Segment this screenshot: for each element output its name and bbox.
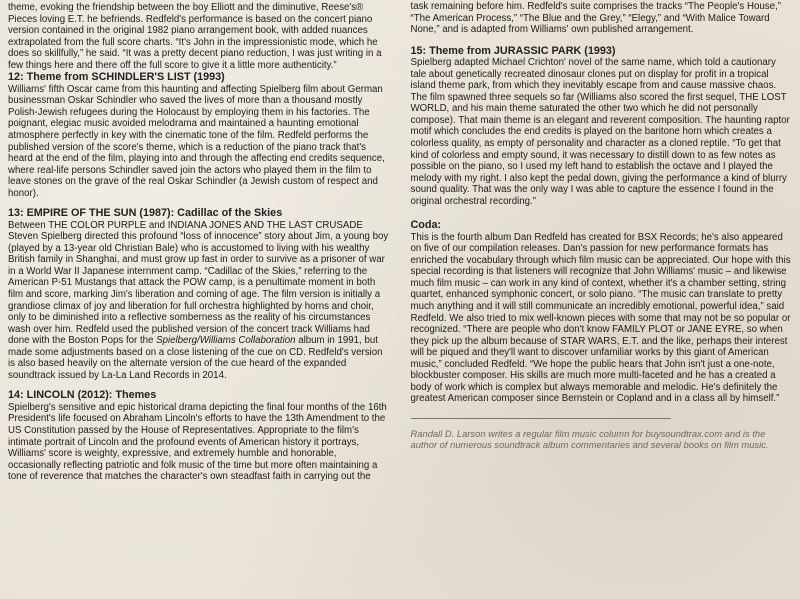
section-body: Spielberg adapted Michael Crichton' novel of the same name, which told a cautionary tale about genetically recreated dinosaur clones put on display for profit in a tropical island theme park, from which they inevitably escape from and cause massive chaos. The film spawned three sequels so far (Williams also scored the first sequel, THE LOST WORLD, and his main theme saturated the other two which he did not personally compose). That main theme is an elegant and reverent composition. The haunting raptor motif which concludes the end credits is played on the baritone horn which creates a colorless quality, as empty of personality and character as a cloned reptile. “To get that kind of colorless and empty sound, it was necessary to distill down to as few notes as possible on the piano, so I used my left hand to establish the octave and I played the melody with my right. I also kept the pedal down, giving the performance a kind of blurry sound quality. That was the only way I was able to capture the essence I found in the original orchestral recording.” [410, 57, 790, 207]
section-coda [411, 219, 793, 405]
et-theme-continuation: theme, evoking the friendship between the boy Elliott and the diminutive, Reese's® Pieces loving E.T. he befriends. Redfeld's performance is based on the concert piano version contained in the original 1982 piano arrangement book, with added nuances extrapolated from the full score charts. “It's John in the impressionistic mode, which he does so skillfully,” he said. “It was a pretty decent piano reduction, I was just writing in a few things here and there off the full score to give it a little more authenticity.” [8, 2, 382, 71]
section-empire-of-the-sun [8, 207, 390, 381]
album-title: Spielberg/Williams Collaboration [156, 335, 296, 347]
section-heading: 15: Theme from JURASSIC PARK (1993) [410, 44, 616, 57]
section-schindlers-list [8, 71, 390, 199]
section-heading: 13: EMPIRE OF THE SUN (1987): Cadillac of the Skies [8, 207, 283, 220]
lincoln-continuation: task remaining before him. Redfeld's suite comprises the tracks “The People's House,” “The American Process,” “The Blue and the Grey,” “Elegy,” and “With Malice Toward None,” and is adapted from Williams' own published arrangement. [410, 1, 781, 36]
section-lincoln [8, 389, 390, 482]
section-heading: Coda: [410, 219, 442, 232]
body-text: album in 1991, but made some adjustments based on a close listening of the cue on CD. Redfeld's version is also based heavily on the alternate version of the cue heard of the expanded soundtrack issued by La-La Land Records in 2014. [8, 335, 383, 381]
section-body [8, 220, 390, 382]
section-body: Spielberg's sensitive and epic historical drama depicting the final four months of the 16th President's life focused on Abraham Lincoln's efforts to have the 13th Amendment to the US Constitution passed by the House of Representatives. Appropriate to the film's intimate portrait of Lincoln and the profound events of American history it portrays, Williams' score is weighty, expressive, and extremely humble and honorable, occasionally reflecting patriotic and folk music of the time but more often maintaining a tone of reverence that matches the character's own steadfast faith in carrying out the [8, 401, 387, 483]
body-text: Between THE COLOR PURPLE and INDIANA JONES AND THE LAST CRUSADE Steven Spielberg directed this profound “loss of innocence” story about Jim, a young boy (played by a 13-year old Christian Bale) who is accustomed to living with his wealthy British family in Shanghai, and must grow up fast in order to survive as a prisoner of war in a World War II Japanese internment camp. “Cadillac of the Skies,” referring to the American P-51 Mustangs that attack the POW camp, is a penultimate moment in both film and score, marking Jim's liberation and coming of age. The film version is initially a grandiose climax of joy and liberation for full orchestra highlighted by horns and choir, only to be diminished into a reflective somberness as the reality of his circumstances wash over him. Redfeld used the published version of the concert track Williams had done with the Boston Pops for the [8, 219, 389, 347]
left-column [8, 0, 390, 599]
section-jurassic-park [411, 45, 793, 208]
author-signature: Randall D. Larson writes a regular film music column for buysoundtrax.com and is the author of numerous soundtrack album commentaries and several books on film music. [410, 427, 769, 451]
section-heading: 14: LINCOLN (2012): Themes [8, 389, 157, 402]
right-column [408, 0, 793, 599]
signature-divider [411, 418, 671, 419]
section-body: This is the fourth album Dan Redfeld has created for BSX Records; he's also appeared on five of our compilation releases. Dan's passion for new performance formats has enriched the vocabulary through which film music can be appreciated. Our hope with this special recording is that listeners will recognize that John Williams' music – and likewise much film music – can work in any kind of context, whether it's a chamber setting, string quartet, enhanced symphonic concert, or solo piano. “The music can translate to pretty much anything and it will still communicate an incredibly emotional, powerful idea,” said Redfeld. We also tried to mix well-known pieces with some that may not be so popular or recognized. “There are people who don't know FAMILY PLOT or JANE EYRE, so when they pick up the album because of STAR WARS, E.T. and the like, perhaps their interest will be piqued and they'll want to discover unfamiliar works by this giant of American music,” concluded Redfeld. “We hope the public hears that John isn't just a one-note, blockbuster composer. His skills are much more multi-faceted and he has a created a body of work which is complex but always memorable and melodic. He's definitely the greatest American composer since Bernstein or Copland and in a class all by himself.” [410, 231, 791, 405]
section-body: Williams' fifth Oscar came from this haunting and affecting Spielberg film about German businessman Oskar Schindler who saved the lives of more than a thousand mostly Polish-Jewish refugees during the Holocaust by employing them in his factories. The poignant, elegiac music avoided melodrama and maintained a haunting emotional atmosphere perfectly in key with the cinematic tone of the film. Redfeld performs the published version of the score's theme, which is a reduction of the piano track that's heard at the end of the film, playing into and through the affecting end credits sequence, where real-life persons Schindler saved join the actors who played them in the film to leave stones on the grave of the real Oskar Schindler (a Jewish custom of respect and honor). [8, 83, 385, 199]
section-heading: 12: Theme from SCHINDLER'S LIST (1993) [8, 71, 225, 84]
